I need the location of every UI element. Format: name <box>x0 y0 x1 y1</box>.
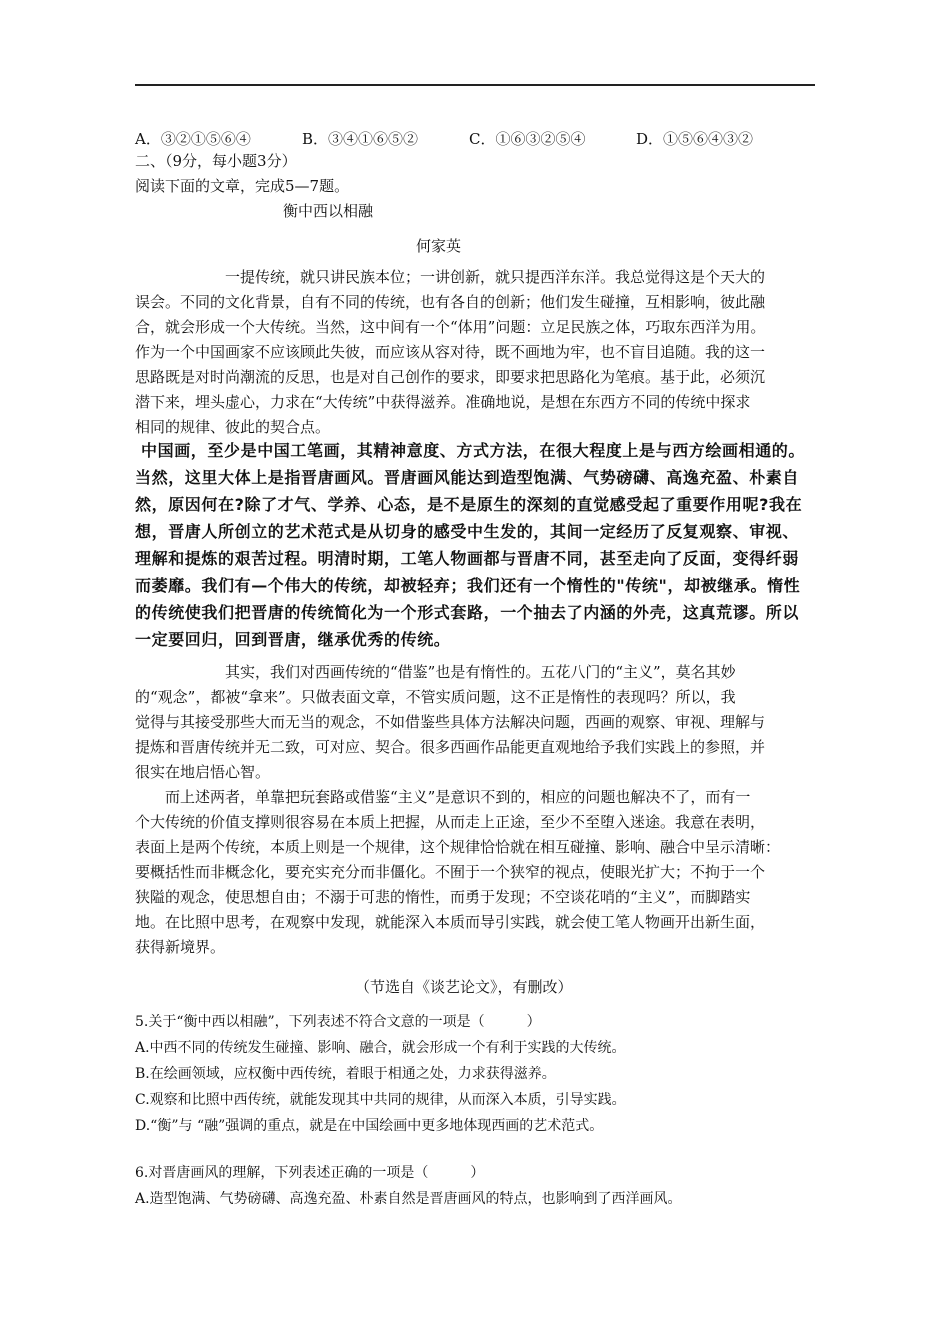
text-line: 而萎靡。我们有—个伟大的传统，却被轻弃；我们还有一个惰性的"传统"，却被继承。惰性 <box>135 576 801 595</box>
instruction: 阅读下面的文章，完成5—7题。 <box>135 177 350 195</box>
text-line: 的“观念”，都被“拿来”。只做表面文章，不管实质问题，这不正是惰性的表现吗？所以，我 <box>135 688 736 706</box>
text-line: 思路既是对时尚潮流的反思，也是对自己创作的要求，即要求把思路化为笔痕。基于此，必须沉 <box>135 368 766 386</box>
text-line: 很实在地启悟心智。 <box>135 763 271 781</box>
text-line: 地。在比照中思考，在观察中发现，就能深入本质而导引实践，就会使工笔人物画开出新生面， <box>135 913 766 931</box>
text-line: 理解和提炼的艰苦过程。明清时期，工笔人物画都与晋唐不同，甚至走向了反面，变得纤弱 <box>135 549 800 568</box>
text-line: 而上述两者，单靠把玩套路或借鉴“主义”是意识不到的，相应的问题也解决不了，而有一 <box>165 788 751 806</box>
text-line: 个大传统的价值支撑则很容易在本质上把握，从而走上正途，至少不至堕入迷途。我意在表明， <box>135 813 766 831</box>
question-stem: 6.对晋唐画风的理解，下列表述正确的一项是（ ） <box>135 1165 485 1181</box>
text-line: 相同的规律、彼此的契合点。 <box>135 418 331 436</box>
text-line: 提炼和晋唐传统并无二致，可对应、契合。很多西画作品能更直观地给予我们实践上的参照，并 <box>135 738 766 756</box>
article-title: 衡中西以相融 <box>283 202 374 220</box>
section-header: 二、（9分，每小题3分） <box>135 152 297 170</box>
article-source: （节选自《谈艺论文》，有删改） <box>355 978 573 996</box>
text-line: 一定要回归，回到晋唐，继承优秀的传统。 <box>135 630 451 649</box>
text-line: 误会。不同的文化背景，自有不同的传统，也有各自的创新；他们发生碰撞，互相影响，彼此融 <box>135 293 766 311</box>
text-line: 当然，这里大体上是指晋唐画风。晋唐画风能达到造型饱满、气势磅礴、高逸充盈、朴素自 <box>135 468 800 487</box>
option-d: D．①⑤⑥④③② <box>636 130 754 148</box>
text-line: 潜下来，埋头虚心，力求在“大传统”中获得滋养。准确地说，是想在东西方不同的传统中探求 <box>135 393 751 411</box>
text-line: 表面上是两个传统，本质上则是一个规律，这个规律恰恰就在相互碰撞、影响、融合中呈示清晰： <box>135 838 781 856</box>
text-line: 获得新境界。 <box>135 938 226 956</box>
text-line: 觉得与其接受那些大而无当的观念，不如借鉴些具体方法解决问题，西画的观察、审视、理解与 <box>135 713 766 731</box>
answer-option: C.观察和比照中西传统，就能发现其中共同的规律，从而深入本质，引导实践。 <box>135 1092 626 1108</box>
text-line: 合，就会形成一个大传统。当然，这中间有一个“体用”问题：立足民族之体，巧取东西洋为用。 <box>135 318 766 336</box>
text-line: 的传统使我们把晋唐的传统简化为一个形式套路，一个抽去了内涵的外壳，这真荒谬。所以 <box>135 603 800 622</box>
text-line: 作为一个中国画家不应该顾此失彼，而应该从容对待，既不画地为牢，也不盲目追随。我的这一 <box>135 343 766 361</box>
article-author: 何家英 <box>416 237 462 255</box>
option-b: B．③④①⑥⑤② <box>302 130 419 148</box>
top-rule <box>135 84 815 86</box>
text-line: 狭隘的观念，使思想自由；不溺于可悲的惰性，而勇于发现；不空谈花哨的“主义”，而脚踏实 <box>135 888 751 906</box>
text-line: 中国画，至少是中国工笔画，其精神意度、方式方法，在很大程度上是与西方绘画相通的。 <box>141 441 806 460</box>
answer-option: A.中西不同的传统发生碰撞、影响、融合，就会形成一个有利于实践的大传统。 <box>135 1040 626 1056</box>
question-stem: 5.关于“衡中西以相融”，下列表述不符合文意的一项是（ ） <box>135 1014 541 1030</box>
option-c: C．①⑥③②⑤④ <box>469 130 586 148</box>
answer-option: A.造型饱满、气势磅礴、高逸充盈、朴素自然是晋唐画风的特点，也影响到了西洋画风。 <box>135 1191 682 1207</box>
text-line: 一提传统，就只讲民族本位；一讲创新，就只提西洋东洋。我总觉得这是个天大的 <box>225 268 766 286</box>
answer-option: D.“衡”与 “融”强调的重点，就是在中国绘画中更多地体现西画的艺术范式。 <box>135 1118 604 1134</box>
text-line: 要概括性而非概念化，要充实充分而非僵化。不囿于一个狭窄的视点，使眼光扩大；不拘于一个 <box>135 863 766 881</box>
text-line: 其实，我们对西画传统的“借鉴”也是有惰性的。五花八门的“主义”，莫名其妙 <box>225 663 736 681</box>
answer-option: B.在绘画领域，应权衡中西传统，着眼于相通之处，力求获得滋养。 <box>135 1066 556 1082</box>
text-line: 然，原因何在?除了才气、学养、心态，是不是原生的深刻的直觉感受起了重要作用呢?我在 <box>135 495 803 514</box>
text-line: 想，晋唐人所创立的艺术范式是从切身的感受中生发的，其间一定经历了反复观察、审视、 <box>135 522 800 541</box>
option-a: A．③②①⑤⑥④ <box>135 130 251 148</box>
